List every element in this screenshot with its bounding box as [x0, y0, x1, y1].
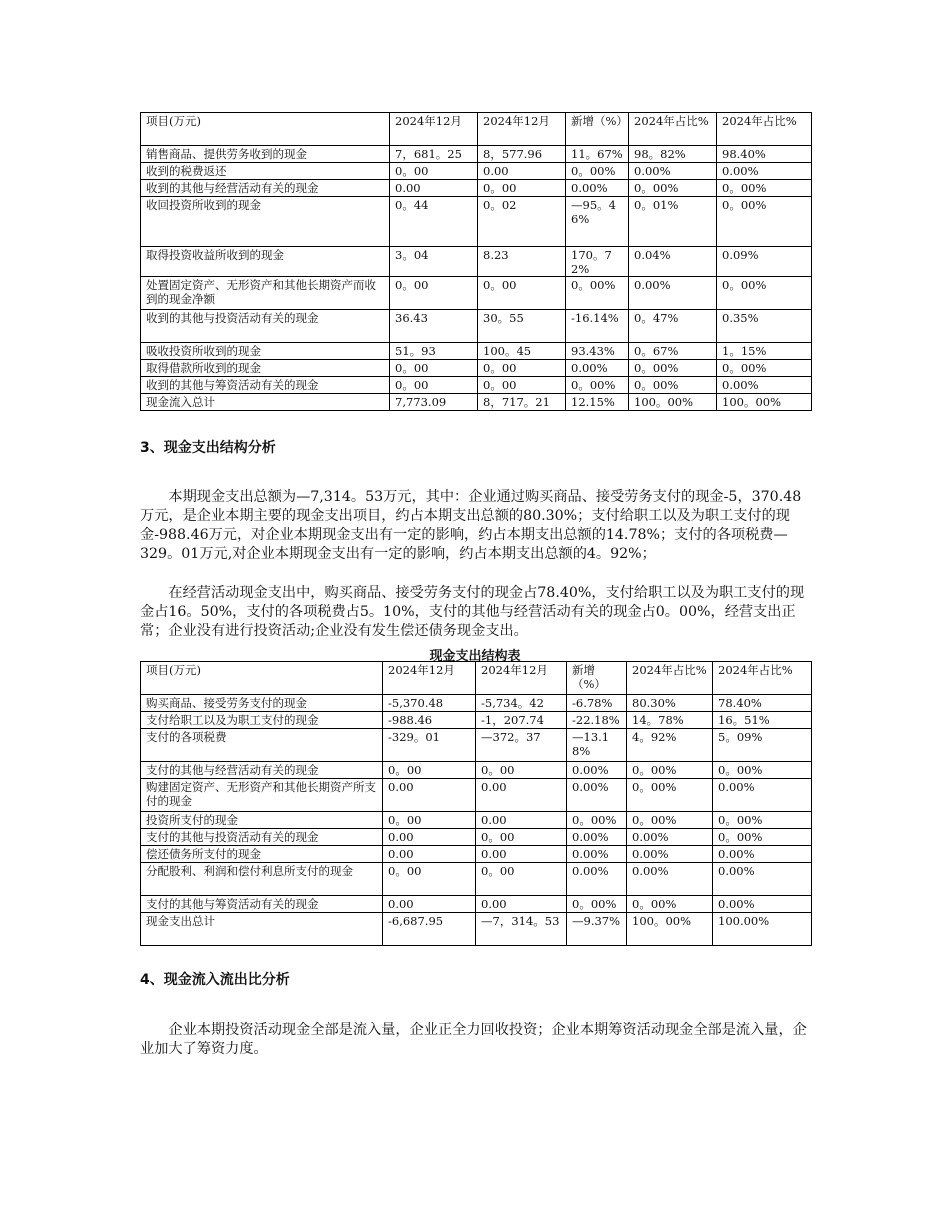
- section-4-heading: 4、现金流入流出比分析: [140, 972, 290, 988]
- value-cell: 0。00%: [567, 812, 627, 829]
- value-cell: 0。00: [390, 163, 478, 180]
- table-header-row: [141, 113, 812, 146]
- row-label-cell: 现金支出总计: [141, 913, 383, 946]
- value-cell: 2024年占比%: [717, 113, 812, 146]
- value-cell: 51。93: [390, 343, 478, 360]
- value-cell: 170。72%: [566, 247, 629, 277]
- value-cell: 0.00%: [566, 180, 629, 197]
- table-row: [141, 146, 812, 163]
- value-cell: 0。00%: [629, 377, 717, 394]
- value-cell: 98.40%: [717, 146, 812, 163]
- value-cell: 0.00: [383, 779, 476, 812]
- value-cell: 0。47%: [629, 310, 717, 343]
- table-row: [141, 394, 812, 411]
- value-cell: 100.00%: [713, 913, 812, 946]
- value-cell: 2024年12月: [390, 113, 478, 146]
- value-cell: 0。00%: [629, 360, 717, 377]
- value-cell: 0.00: [478, 163, 566, 180]
- value-cell: 0.09%: [717, 247, 812, 277]
- value-cell: 0。00: [390, 377, 478, 394]
- row-label-cell: 收到的其他与投资活动有关的现金: [141, 310, 390, 343]
- value-cell: 0.00: [476, 846, 567, 863]
- value-cell: 0.00%: [627, 846, 713, 863]
- value-cell: 2024年12月: [478, 113, 566, 146]
- value-cell: 2024年占比%: [629, 113, 717, 146]
- value-cell: 0。00%: [629, 180, 717, 197]
- table-row: [141, 360, 812, 377]
- row-label-cell: 支付的其他与筹资活动有关的现金: [141, 896, 383, 913]
- value-cell: -5,734。42: [476, 695, 567, 712]
- value-cell: 0.00%: [627, 863, 713, 896]
- value-cell: -22.18%: [567, 712, 627, 729]
- value-cell: 0.00%: [566, 360, 629, 377]
- value-cell: 0.00: [390, 180, 478, 197]
- value-cell: 0.00%: [713, 779, 812, 812]
- value-cell: 8，717。21: [478, 394, 566, 411]
- value-cell: -329。01: [383, 729, 476, 762]
- value-cell: 0.00%: [717, 163, 812, 180]
- value-cell: 30。55: [478, 310, 566, 343]
- value-cell: 0.00%: [567, 829, 627, 846]
- row-label-cell: 处置固定资产、无形资产和其他长期资产而收到的现金净额: [141, 277, 390, 310]
- value-cell: 2024年占比%: [713, 662, 812, 695]
- value-cell: -6.78%: [567, 695, 627, 712]
- value-cell: 0.00: [383, 896, 476, 913]
- value-cell: 8.23: [478, 247, 566, 277]
- value-cell: 14。78%: [627, 712, 713, 729]
- value-cell: 0.35%: [717, 310, 812, 343]
- value-cell: 0。00: [383, 812, 476, 829]
- value-cell: 0。00: [383, 762, 476, 779]
- value-cell: 0.00: [476, 779, 567, 812]
- row-label-cell: 项目(万元): [141, 662, 383, 695]
- row-label-cell: 购建固定资产、无形资产和其他长期资产所支付的现金: [141, 779, 383, 812]
- table-row: [141, 277, 812, 310]
- value-cell: 0。00: [478, 180, 566, 197]
- value-cell: 0。00%: [627, 779, 713, 812]
- table-row: [141, 729, 812, 762]
- value-cell: 0。00%: [717, 277, 812, 310]
- cash-inflow-table: [140, 112, 812, 411]
- table-row: [141, 829, 812, 846]
- table-row: [141, 812, 812, 829]
- value-cell: 0。00: [383, 863, 476, 896]
- value-cell: 0.00%: [567, 846, 627, 863]
- table-row: [141, 896, 812, 913]
- value-cell: 98。82%: [629, 146, 717, 163]
- value-cell: 7,773.09: [390, 394, 478, 411]
- row-label-cell: 支付给职工以及为职工支付的现金: [141, 712, 383, 729]
- value-cell: 0.00%: [567, 863, 627, 896]
- value-cell: 0。00: [476, 829, 567, 846]
- value-cell: 0。00%: [717, 197, 812, 247]
- value-cell: 0。00%: [627, 896, 713, 913]
- value-cell: 0.04%: [629, 247, 717, 277]
- value-cell: 0.00: [383, 846, 476, 863]
- table-row: [141, 247, 812, 277]
- row-label-cell: 收到的其他与筹资活动有关的现金: [141, 377, 390, 394]
- value-cell: —9.37%: [567, 913, 627, 946]
- value-cell: 0.00%: [713, 863, 812, 896]
- value-cell: 0。00: [478, 377, 566, 394]
- value-cell: 2024年占比%: [627, 662, 713, 695]
- value-cell: -6,687.95: [383, 913, 476, 946]
- table-row: [141, 197, 812, 247]
- value-cell: 0。00%: [717, 360, 812, 377]
- value-cell: -1，207.74: [476, 712, 567, 729]
- value-cell: 0。01%: [629, 197, 717, 247]
- value-cell: -988.46: [383, 712, 476, 729]
- value-cell: 78.40%: [713, 695, 812, 712]
- value-cell: 80.30%: [627, 695, 713, 712]
- value-cell: 0。00%: [717, 180, 812, 197]
- value-cell: 0。44: [390, 197, 478, 247]
- row-label-cell: 收回投资所收到的现金: [141, 197, 390, 247]
- row-label-cell: 购买商品、接受劳务支付的现金: [141, 695, 383, 712]
- row-label-cell: 支付的其他与投资活动有关的现金: [141, 829, 383, 846]
- value-cell: 0。00%: [566, 377, 629, 394]
- value-cell: —13.18%: [567, 729, 627, 762]
- value-cell: 0。00%: [627, 762, 713, 779]
- value-cell: 0。00: [390, 360, 478, 377]
- table-row: [141, 762, 812, 779]
- value-cell: 0.00%: [629, 163, 717, 180]
- value-cell: 16。51%: [713, 712, 812, 729]
- row-label-cell: 取得投资收益所收到的现金: [141, 247, 390, 277]
- outflow-table-caption: 现金支出结构表: [429, 649, 521, 664]
- table-row: [141, 846, 812, 863]
- table-row: [141, 863, 812, 896]
- value-cell: 2024年12月: [383, 662, 476, 695]
- value-cell: 0。00%: [566, 277, 629, 310]
- row-label-cell: 收到的税费返还: [141, 163, 390, 180]
- value-cell: 0.00%: [627, 829, 713, 846]
- row-label-cell: 收到的其他与经营活动有关的现金: [141, 180, 390, 197]
- cash-outflow-table: [140, 661, 812, 946]
- value-cell: —95。46%: [566, 197, 629, 247]
- table-header-row: [141, 662, 812, 695]
- row-label-cell: 偿还债务所支付的现金: [141, 846, 383, 863]
- value-cell: 12.15%: [566, 394, 629, 411]
- value-cell: 8，577.96: [478, 146, 566, 163]
- value-cell: 0。00%: [713, 812, 812, 829]
- row-label-cell: 吸收投资所收到的现金: [141, 343, 390, 360]
- table-row: [141, 163, 812, 180]
- value-cell: 7，681。25: [390, 146, 478, 163]
- table-row: [141, 779, 812, 812]
- value-cell: 3。04: [390, 247, 478, 277]
- value-cell: 0。00%: [567, 896, 627, 913]
- table-row: [141, 377, 812, 394]
- table-row: [141, 180, 812, 197]
- value-cell: 100。00%: [627, 913, 713, 946]
- value-cell: 0。00: [476, 863, 567, 896]
- value-cell: 0。00: [478, 360, 566, 377]
- value-cell: —7，314。53: [476, 913, 567, 946]
- value-cell: -5,370.48: [383, 695, 476, 712]
- value-cell: -16.14%: [566, 310, 629, 343]
- value-cell: 0.00%: [713, 846, 812, 863]
- value-cell: 0.00: [476, 812, 567, 829]
- value-cell: 100。00%: [717, 394, 812, 411]
- row-label-cell: 取得借款所收到的现金: [141, 360, 390, 377]
- value-cell: 0。67%: [629, 343, 717, 360]
- value-cell: 0.00%: [629, 277, 717, 310]
- section-3-heading: 3、现金支出结构分析: [140, 440, 276, 456]
- section-3-paragraph-1: 本期现金支出总额为—7,314。53万元，其中：企业通过购买商品、接受劳务支付的现金-5，370.48万元，是企业本期主要的现金支出项目，约占本期支出总额的80.30%；支付给职工以及为职工支付的现金-988.46万元，对企业本期现金支出有一定的影响，约占本期支出总额的14.78%；支付的各项税费—329。01万元,对企业本期现金支出有一定的影响，约占本期支出总额的4。92%；: [140, 489, 802, 562]
- value-cell: 0.00%: [713, 896, 812, 913]
- value-cell: 93.43%: [566, 343, 629, 360]
- value-cell: 0.00%: [567, 762, 627, 779]
- value-cell: 0。02: [478, 197, 566, 247]
- row-label-cell: 支付的其他与经营活动有关的现金: [141, 762, 383, 779]
- value-cell: 0。00: [390, 277, 478, 310]
- table-row: [141, 712, 812, 729]
- value-cell: 36.43: [390, 310, 478, 343]
- table-row: [141, 695, 812, 712]
- value-cell: 100。00%: [629, 394, 717, 411]
- value-cell: 0.00%: [717, 377, 812, 394]
- value-cell: 新增（%）: [566, 113, 629, 146]
- value-cell: 4。92%: [627, 729, 713, 762]
- value-cell: 1。15%: [717, 343, 812, 360]
- value-cell: 5。09%: [713, 729, 812, 762]
- table-row: [141, 913, 812, 946]
- table-row: [141, 310, 812, 343]
- value-cell: 0。00%: [566, 163, 629, 180]
- row-label-cell: 投资所支付的现金: [141, 812, 383, 829]
- value-cell: 0.00%: [567, 779, 627, 812]
- value-cell: 0.00: [383, 829, 476, 846]
- section-3-paragraph-2: 在经营活动现金支出中，购买商品、接受劳务支付的现金占78.40%，支付给职工以及为职工支付的现金占16。50%，支付的各项税费占5。10%，支付的其他与经营活动有关的现金占0。00%，经营支出正常；企业没有进行投资活动;企业没有发生偿还债务现金支出。: [140, 585, 805, 639]
- section-4-paragraph-1: 企业本期投资活动现金全部是流入量，企业正全力回收投资；企业本期筹资活动现金全部是流入量，企业加大了筹资力度。: [140, 1022, 807, 1057]
- value-cell: —372。37: [476, 729, 567, 762]
- value-cell: 0。00: [476, 762, 567, 779]
- value-cell: 0。00%: [713, 762, 812, 779]
- row-label-cell: 支付的各项税费: [141, 729, 383, 762]
- value-cell: 100。45: [478, 343, 566, 360]
- row-label-cell: 分配股利、利润和偿付利息所支付的现金: [141, 863, 383, 896]
- row-label-cell: 项目(万元): [141, 113, 390, 146]
- value-cell: 新增（%）: [567, 662, 627, 695]
- value-cell: 2024年12月: [476, 662, 567, 695]
- table-row: [141, 343, 812, 360]
- value-cell: 0。00%: [627, 812, 713, 829]
- value-cell: 11。67%: [566, 146, 629, 163]
- value-cell: 0。00: [478, 277, 566, 310]
- value-cell: 0.00: [476, 896, 567, 913]
- value-cell: 0。00%: [713, 829, 812, 846]
- row-label-cell: 现金流入总计: [141, 394, 390, 411]
- row-label-cell: 销售商品、提供劳务收到的现金: [141, 146, 390, 163]
